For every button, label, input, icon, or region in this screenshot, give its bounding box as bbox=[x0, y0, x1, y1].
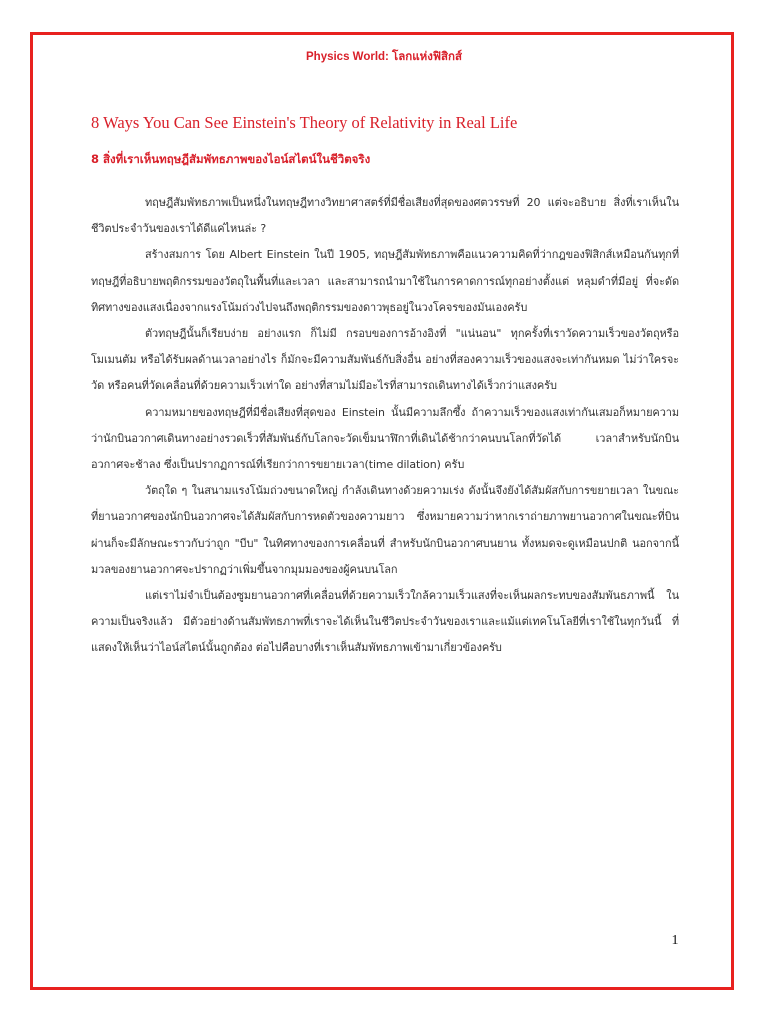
paragraph-1: ทฤษฎีสัมพัทธภาพเป็นหนึ่งในทฤษฎีทางวิทยาศาสตร์ที่มีชื่อเสียงที่สุดของศตวรรษที่ 20 แต่จะอธิบาย สิ่งที่เราเห็นในชีวิตประจำวันของเราได้ดีแค่ไหนล่ะ ? bbox=[91, 196, 679, 236]
page-number: 1 bbox=[671, 933, 679, 948]
article-body bbox=[91, 190, 679, 662]
paragraph-6: แต่เราไม่จำเป็นต้องซูมยานอวกาศที่เคลื่อนที่ด้วยความเร็วใกล้ความเร็วแสงที่จะเห็นผลกระทบของสัมพันธภาพนี้ ในความเป็นจริงแล้ว มีตัวอย่างด้านสัมพัทธภาพที่เราจะได้เห็นในชีวิตประจำวันของเราและแม้แต่เทคโนโลยีที่เราใช้ในทุกวันนี้ ที่แสดงให้เห็นว่าไอน์สไตน์นั้นถูกต้อง ต่อไปคือบางที่เราเห็นสัมพัทธภาพเข้ามาเกี่ยวข้องครับ bbox=[91, 589, 679, 655]
paragraph-2: สร้างสมการ โดย Albert Einstein ในปี 1905, ทฤษฎีสัมพัทธภาพคือแนวความคิดที่ว่ากฎของฟิสิกส์เหมือนกันทุกที่ ทฤษฎีที่อธิบายพฤติกรรมของวัตถุในพื้นที่และเวลา และสามารถนำมาใช้ในการคาดการณ์ทุกอย่างตั้งแต่ หลุมดำที่มีอยู่ ที่จะดัดทิศทางของแสงเนื่องจากแรงโน้มถ่วงไปจนถึงพฤติกรรมของดาวพุธอยู่ในวงโคจรของมันเองครับ bbox=[91, 248, 679, 314]
paragraph-3: ตัวทฤษฎีนั้นก็เรียบง่าย อย่างแรก ก็ไม่มี กรอบของการอ้างอิงที่ "แน่นอน" ทุกครั้งที่เราวัดความเร็วของวัตถุหรือโมเมนตัม หรือได้รับผลด้านเวลาอย่างไร ก็มักจะมีความสัมพันธ์กับสิ่งอื่น อย่างที่สองความเร็วของแสงจะเท่ากันหมด ไม่ว่าใครจะวัด หรือคนที่วัดเคลื่อนที่ด้วยความเร็วเท่าใด อย่างที่สามไม่มีอะไรที่สามารถเดินทางได้เร็วกว่าแสงครับ bbox=[91, 327, 679, 393]
paragraph-4: ความหมายของทฤษฎีที่มีชื่อเสียงที่สุดของ Einstein นั้นมีความลึกซึ้ง ถ้าความเร็วของแสงเท่ากันเสมอก็หมายความว่านักบินอวกาศเดินทางอย่างรวดเร็วที่สัมพันธ์กับโลกจะวัดเข็มนาฬิกาที่เดินได้ช้ากว่าคนบนโลกที่วัดได้ เวลาสำหรับนักบินอวกาศจะช้าลง ซึ่งเป็นปรากฏการณ์ที่เรียกว่าการขยายเวลา(time dilation) ครับ bbox=[91, 405, 679, 472]
article-title-thai: 8 สิ่งที่เราเห็นทฤษฎีสัมพัทธภาพของไอน์สไตน์ในชีวิตจริง bbox=[91, 152, 371, 166]
paragraph-5: วัตถุใด ๆ ในสนามแรงโน้มถ่วงขนาดใหญ่ กำลังเดินทางด้วยความเร่ง ดังนั้นจึงยังได้สัมผัสกับการขยายเวลา ในขณะที่ยานอวกาศของนักบินอวกาศจะได้สัมผัสกับการหดตัวของความยาว ซึ่งหมายความว่าหากเราถ่ายภาพยานอวกาศในขณะที่บินผ่านก็จะมีลักษณะราวกับว่าถูก "บีบ" ในทิศทางของการเคลื่อนที่ สำหรับนักบินอวกาศบนยาน ทั้งหมดจะดูเหมือนปกติ นอกจากนี้มวลของยานอวกาศจะปรากฏว่าเพิ่มขึ้นจากมุมมองของผู้คนบนโลก bbox=[91, 484, 679, 576]
running-header: Physics World: โลกแห่งฟิสิกส์ bbox=[306, 51, 462, 63]
article-title-english: 8 Ways You Can See Einstein's Theory of Relativity in Real Life bbox=[91, 113, 518, 132]
